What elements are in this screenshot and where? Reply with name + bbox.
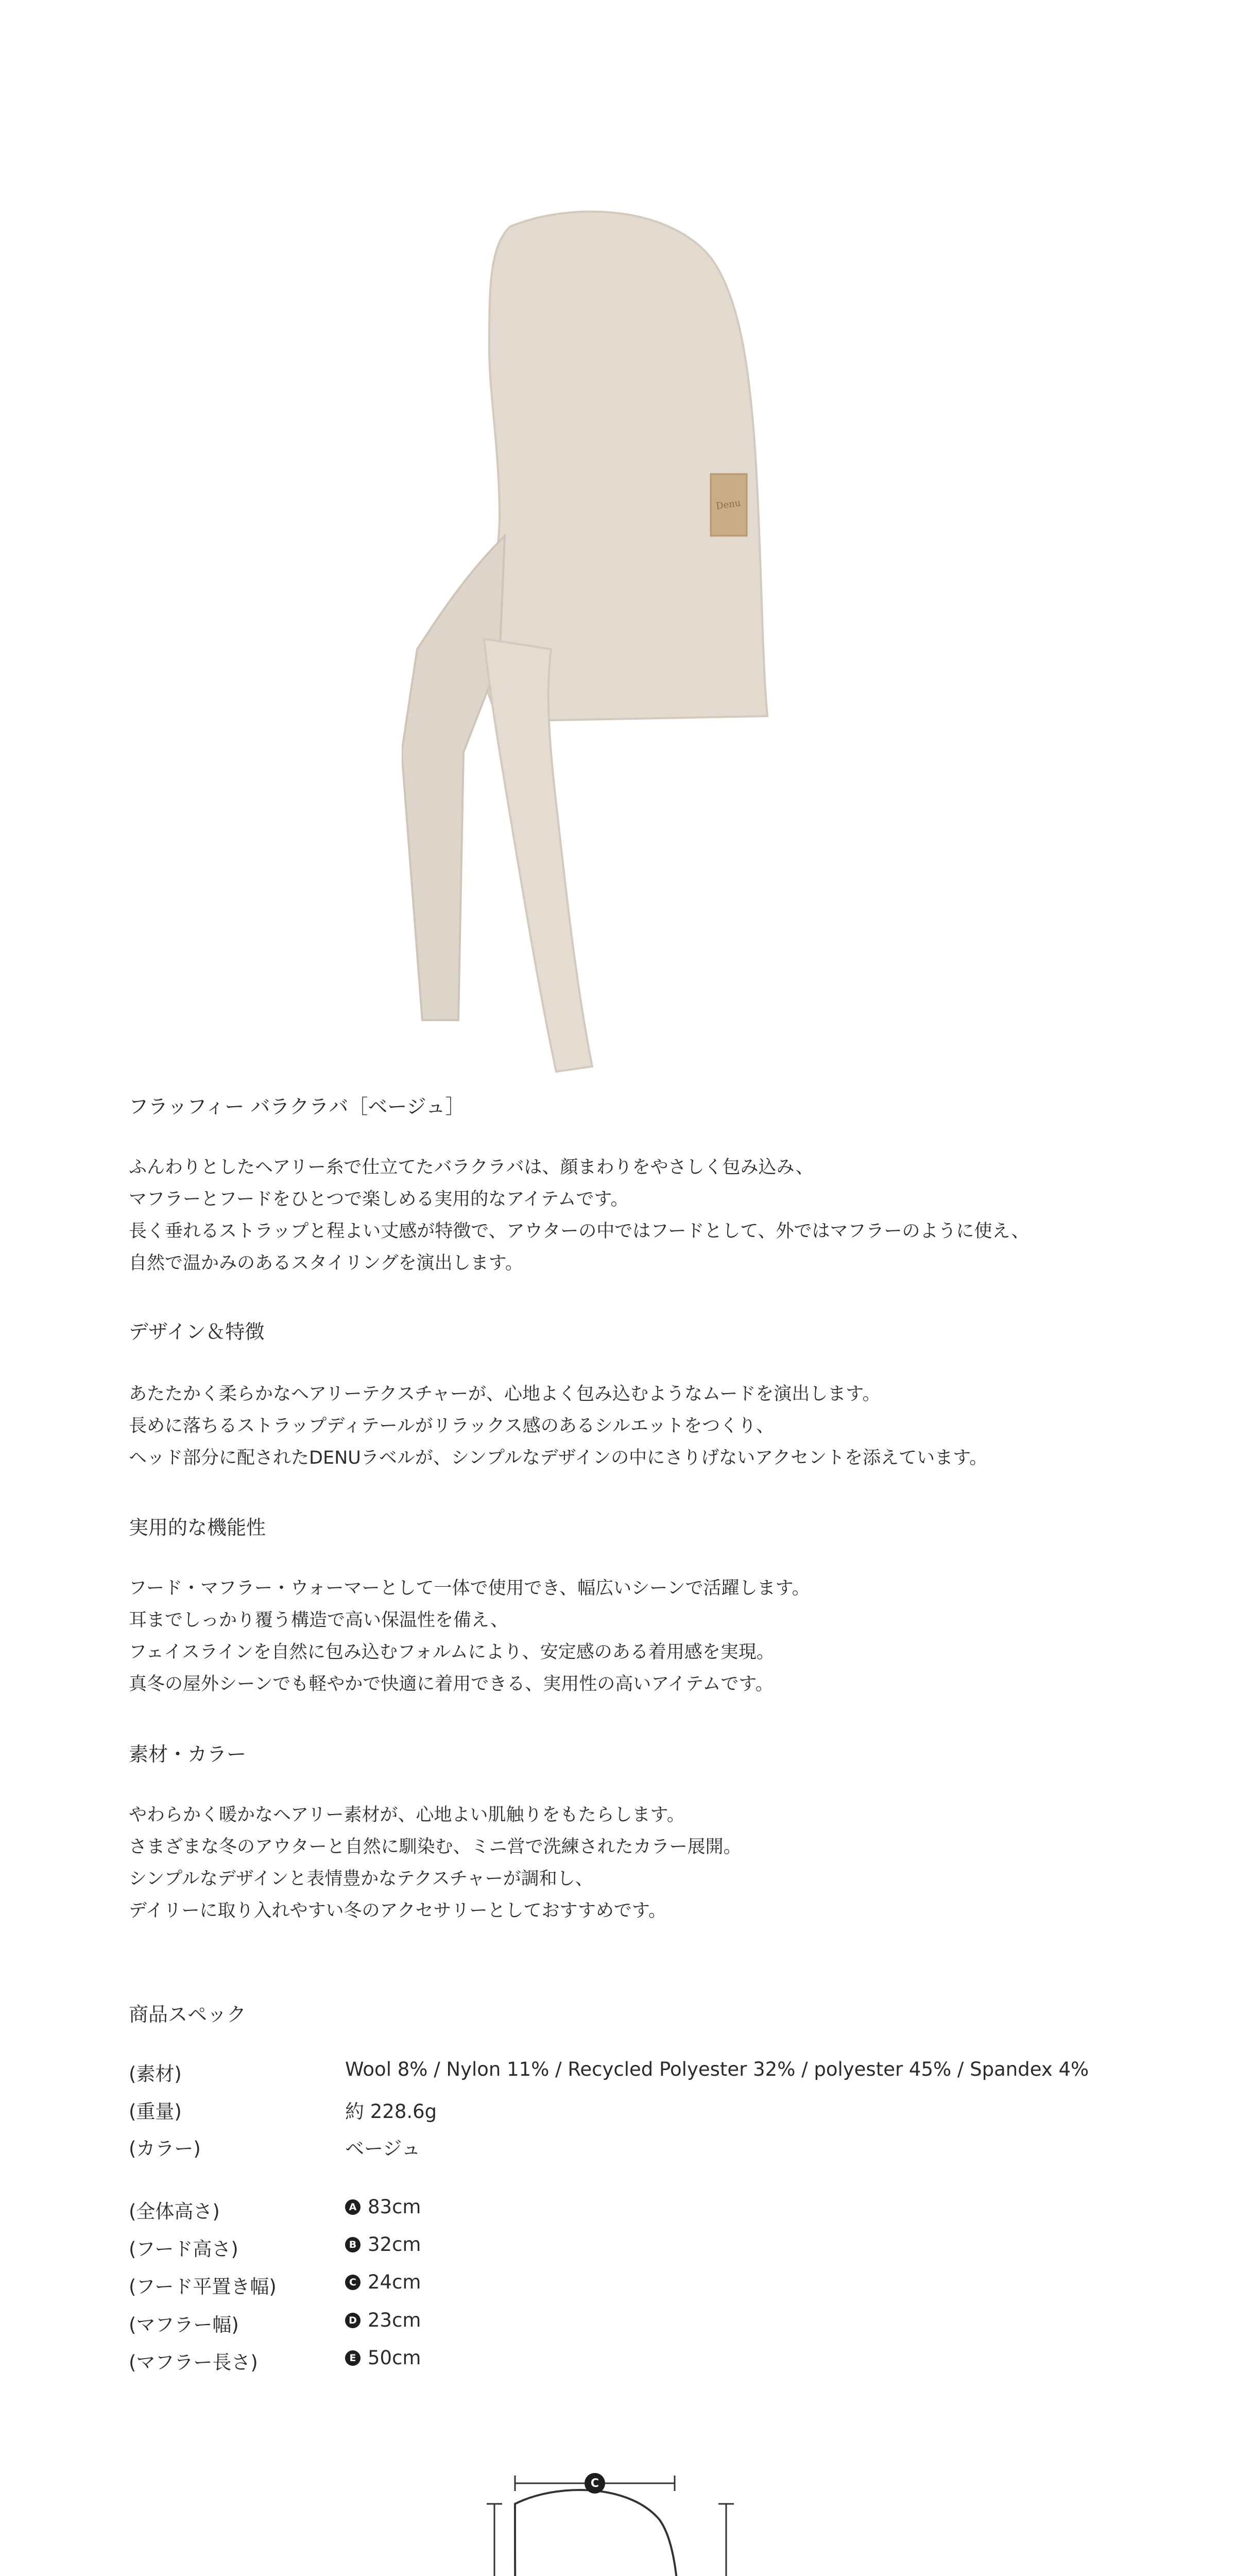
- function-line: フェイスラインを自然に包み込むフォルムにより、安定感のある着用感を実現。: [129, 1642, 775, 1663]
- material-line: デイリーに取り入れやすい冬のアクセサリーとしておすすめです。: [129, 1901, 667, 1921]
- size-badge: E: [345, 2350, 360, 2366]
- intro-line: 自然で温かみのあるスタイリングを演出します。: [129, 1253, 523, 1274]
- size-value: 23cm: [368, 2309, 421, 2331]
- size-label: (マフラー長さ): [129, 2351, 258, 2374]
- size-badge: B: [345, 2237, 360, 2252]
- size-label: (全体高さ): [129, 2200, 220, 2223]
- design-heading: デザイン＆特徴: [129, 1320, 265, 1343]
- size-value: 83cm: [368, 2196, 421, 2218]
- function-line: 真冬の屋外シーンでも軽やかで快適に着用できる、実用性の高いアイテムです。: [129, 1674, 774, 1694]
- size-value: 32cm: [368, 2233, 421, 2256]
- size-value: 50cm: [368, 2347, 421, 2369]
- material-line: シンプルなデザインと表情豊かなテクスチャーが調和し、: [129, 1869, 593, 1889]
- intro-text: [129, 1151, 1029, 1279]
- size-diagram-outline: [360, 2452, 824, 2576]
- function-line: 耳までしっかり覆う構造で高い保温性を備え、: [129, 1610, 509, 1631]
- size-label: (フード高さ): [129, 2238, 238, 2260]
- size-diagram: [360, 2452, 824, 2576]
- brand-label-text: Denu: [715, 497, 742, 512]
- design-line: 長めに落ちるストラップディテールがリラックス感のあるシルエットをつくり、: [129, 1416, 775, 1436]
- material-line: やわらかく暖かなヘアリー素材が、心地よい肌触りをもたらします。: [129, 1805, 685, 1825]
- function-text: [129, 1572, 810, 1700]
- size-label: (マフラー幅): [129, 2314, 239, 2336]
- spec-label: (重量): [129, 2100, 182, 2123]
- size-badge: A: [345, 2199, 360, 2215]
- material-heading: 素材・カラー: [129, 1743, 247, 1766]
- size-badge: C: [345, 2275, 360, 2290]
- diagram-badge-c: C: [585, 2473, 605, 2494]
- spec-heading: 商品スペック: [129, 2003, 247, 2026]
- size-value: 24cm: [368, 2271, 421, 2293]
- spec-value: 約 228.6g: [345, 2100, 437, 2123]
- intro-line: マフラーとフードをひとつで楽しめる実用的なアイテムです。: [129, 1189, 629, 1210]
- size-label: (フード平置き幅): [129, 2276, 277, 2298]
- material-line: さまざまな冬のアウターと自然に馴染む、ミニ営で洗練されたカラー展開。: [129, 1837, 742, 1857]
- size-badge: D: [345, 2313, 360, 2328]
- intro-line: 長く垂れるストラップと程よい丈感が特徴で、アウターの中ではフードとして、外ではマフラーのように使え、: [129, 1221, 1029, 1242]
- product-title: フラッフィー バラクラバ［ベージュ］: [129, 1095, 465, 1118]
- intro-line: ふんわりとしたヘアリー糸で仕立てたバラクラバは、顔まわりをやさしく包み込み、: [129, 1157, 814, 1178]
- design-line: ヘッド部分に配されたDENUラベルが、シンプルなデザインの中にさりげないアクセントを添えています。: [129, 1448, 988, 1468]
- spec-value: Wool 8% / Nylon 11% / Recycled Polyester 32% / polyester 45% / Spandex 4%: [345, 2058, 1089, 2080]
- balaclava-illustration: [402, 196, 803, 1092]
- spec-label: (素材): [129, 2063, 182, 2085]
- spec-value: ベージュ: [345, 2138, 421, 2160]
- function-line: フード・マフラー・ウォーマーとして一体で使用でき、幅広いシーンで活躍します。: [129, 1578, 810, 1599]
- material-text: [129, 1799, 742, 1927]
- spec-label: (カラー): [129, 2138, 201, 2160]
- design-line: あたたかく柔らかなヘアリーテクスチャーが、心地よく包み込むようなムードを演出します。: [129, 1384, 881, 1404]
- product-photo: [402, 196, 803, 1092]
- function-heading: 実用的な機能性: [129, 1516, 266, 1539]
- design-text: [129, 1378, 987, 1474]
